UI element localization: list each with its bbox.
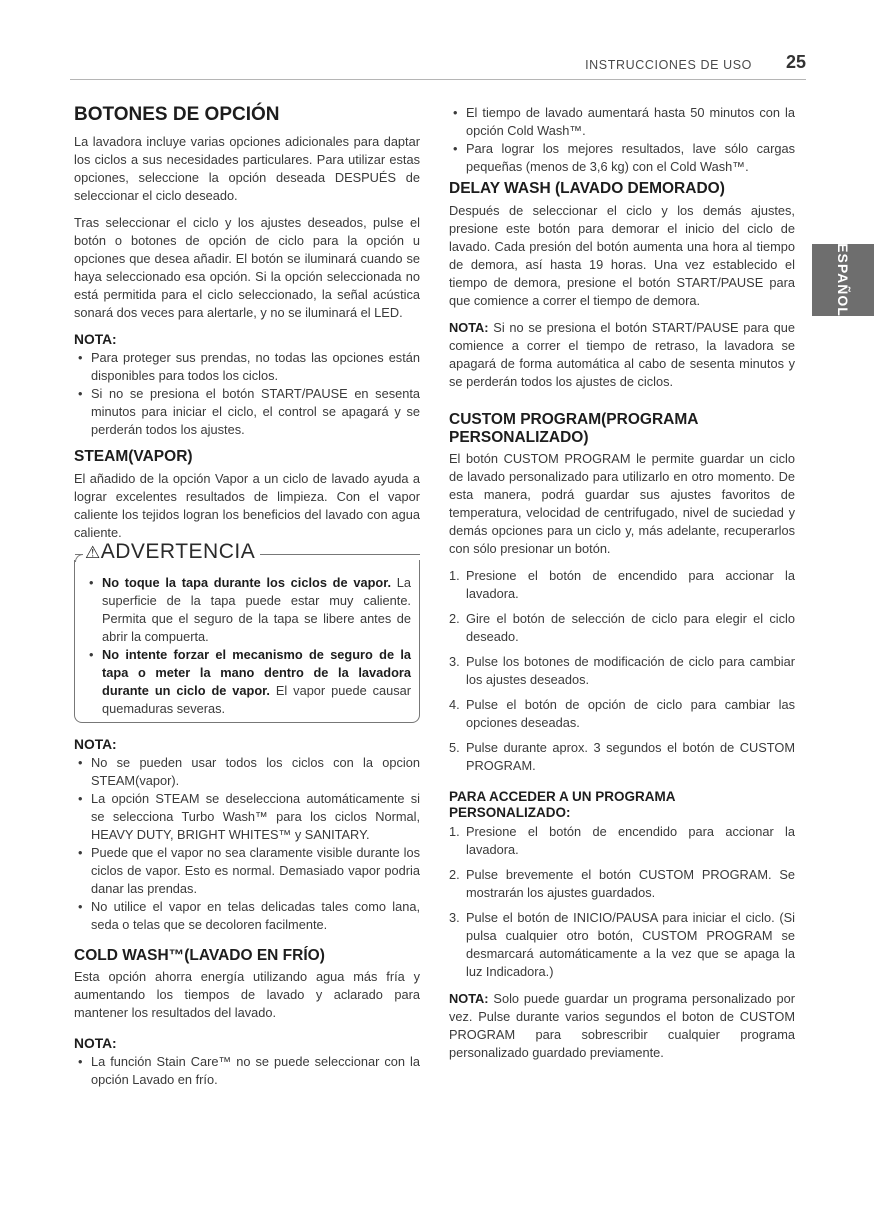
nota-list-options [74,349,420,439]
page-number: 25 [785,52,806,72]
custom-program-steps [449,567,795,775]
list-item: • Para lograr los mejores resultados, lave sólo cargas pequeñas (menos de 3,6 kg) con el Cold Wash™. [449,140,795,176]
cold-wash-bullets [449,104,795,176]
nota-list-steam [74,754,420,934]
list-item: • Puede que el vapor no sea claramente visible durante los ciclos de vapor. Esto es normal. Demasiado vapor podria danar las prendas. [74,844,420,898]
list-item: • El tiempo de lavado aumentará hasta 50 minutos con la opción Cold Wash™. [449,104,795,140]
section-title-option-buttons: BOTONES DE OPCIÓN [74,104,280,125]
access-program-steps [449,823,795,981]
language-tab [812,244,874,316]
warning-label: ADVERTENCIA [100,539,256,563]
warning-list [85,574,411,718]
left-column [74,104,420,1089]
language-tab-label: ESPAÑOL [835,243,851,317]
list-item: • No se pueden usar todos los ciclos con la opcion STEAM(vapor). [74,754,420,790]
header-title: INSTRUCCIONES DE USO [585,58,752,72]
warning-item: • No toque la tapa durante los ciclos de vapor. La superficie de la tapa puede estar muy caliente. Permita que el seguro de la tapa se libere antes de abrir la compuerta. [85,574,411,646]
section-title-custom-program: CUSTOM PROGRAM(PROGRAMA PERSONALIZADO) [449,410,698,446]
step-item: 3. Pulse los botones de modificación de ciclo para cambiar los ajustes deseados. [449,654,795,688]
warning-item: • No intente forzar el mecanismo de seguro de la tapa o meter la mano dentro de la lavadora durante un ciclo de vapor. El vapor puede causar quemaduras severas. [85,646,411,718]
cold-wash-paragraph: Esta opción ahorra energía utilizando agua más fría y aumentando los tiempos de lavado y aclarado para mantener los resultados del lavado. [74,969,420,1021]
delay-nota-paragraph: NOTA: Si no se presiona el botón START/PAUSE para que comience a correr el tiempo de retraso, la lavadora se apagará de forma automática al cabo de sesenta minutos y se perderán todos los ajustes de ciclos. [449,319,795,389]
section-title-cold-wash: COLD WASH™(LAVADO EN FRÍO) [74,946,325,964]
page-header [70,52,806,80]
nota-list-cold [74,1053,420,1089]
section-title-delay-wash: DELAY WASH (LAVADO DEMORADO) [449,180,725,197]
step-item: 2. Pulse brevemente el botón CUSTOM PROGRAM. Se mostrarán los ajustes guardados. [449,867,795,901]
step-item: 5. Pulse durante aprox. 3 segundos el botón de CUSTOM PROGRAM. [449,740,795,774]
steam-paragraph: El añadido de la opción Vapor a un ciclo de lavado ayuda a lograr excelentes resultados de limpieza. Con el vapor caliente los tejidos logran los beneficios del lavado con agua caliente. [74,470,420,540]
delay-wash-paragraph: Después de seleccionar el ciclo y los demás ajustes, presione este botón para demorar el inicio del ciclo de lavado. Cada presión del botón aumenta una hora al tiempo de demora, así hasta 19 horas. Una vez establecido el tiempo de demora, presione el botón START/PAUSE para que comience a correr el tiempo de demora. [449,202,795,308]
list-item: • La función Stain Care™ no se puede seleccionar con la opción Lavado en frío. [74,1053,420,1089]
custom-program-paragraph: El botón CUSTOM PROGRAM le permite guardar un ciclo de lavado personalizado para utilizarlo en otro momento. De esta manera, podrá guardar sus ajustes favoritos de temperatura, velocidad de centrifugado, nivel de suciedad y demás opciones para un ciclo y, más adelante, recuperarlos con sólo presionar un botón. [449,451,795,557]
list-item: • No utilice el vapor en telas delicadas tales como lana, seda o telas que se decoloren facilmente. [74,898,420,934]
step-item: 4. Pulse el botón de opción de ciclo para cambiar las opciones deseadas. [449,697,795,731]
section-title-steam: STEAM(VAPOR) [74,447,193,465]
nota-label: NOTA: [74,1036,117,1052]
warning-triangle-icon: ⚠ [85,542,101,562]
option-intro-paragraph: La lavadora incluye varias opciones adicionales para daptar los ciclos a sus necesidades particulares. Para utilizar estas opciones, seleccione la opción deseada DESPUÉS de seleccionar el ciclo deseado. [74,133,420,203]
nota-label: NOTA: [74,736,117,752]
option-usage-paragraph: Tras seleccionar el ciclo y los ajustes deseados, pulse el botón o botones de opción de ciclo para la opción u opciones que desea añadir. El botón se iluminará cuando se haya seleccionado esa opción. Si la opción seleccionada no está permitida para el ciclo seleccionado, la señal acústica sonará dos veces para alertarle, y no se iluminará el LED. [74,214,420,320]
step-item: 1. Presione el botón de encendido para accionar la lavadora. [449,824,795,858]
step-item: 3. Pulse el botón de INICIO/PAUSA para iniciar el ciclo. (Si pulsa cualquier otro botón, CUSTOM PROGRAM se desmarcará automáticamente a la vez que se apaga la luz Indicadora.) [449,910,795,980]
list-item: • Para proteger sus prendas, no todas las opciones están disponibles para todos los ciclos. [74,349,420,385]
warning-box [74,539,420,723]
step-item: 2. Gire el botón de selección de ciclo para elegir el ciclo deseado. [449,611,795,645]
section-title-access-program: PARA ACCEDER A UN PROGRAMA PERSONALIZADO: [449,789,675,820]
right-column [449,104,795,1062]
nota-label: NOTA: [74,331,117,347]
list-item: • La opción STEAM se deselecciona automáticamente si se selecciona Turbo Wash™ para los ciclos Normal, HEAVY DUTY, BRIGHT WHITES™ y SANITARY. [74,790,420,844]
list-item: • Si no se presiona el botón START/PAUSE en sesenta minutos para iniciar el ciclo, el control se apagará y se perderán todos los ajustes. [74,385,420,439]
final-nota-paragraph: NOTA: Solo puede guardar un programa personalizado por vez. Pulse durante varios segundos el boton de CUSTOM PROGRAM para sobrescribir cualquier programa personalizado guardado previamente. [449,991,795,1061]
step-item: 1. Presione el botón de encendido para accionar la lavadora. [449,568,795,602]
